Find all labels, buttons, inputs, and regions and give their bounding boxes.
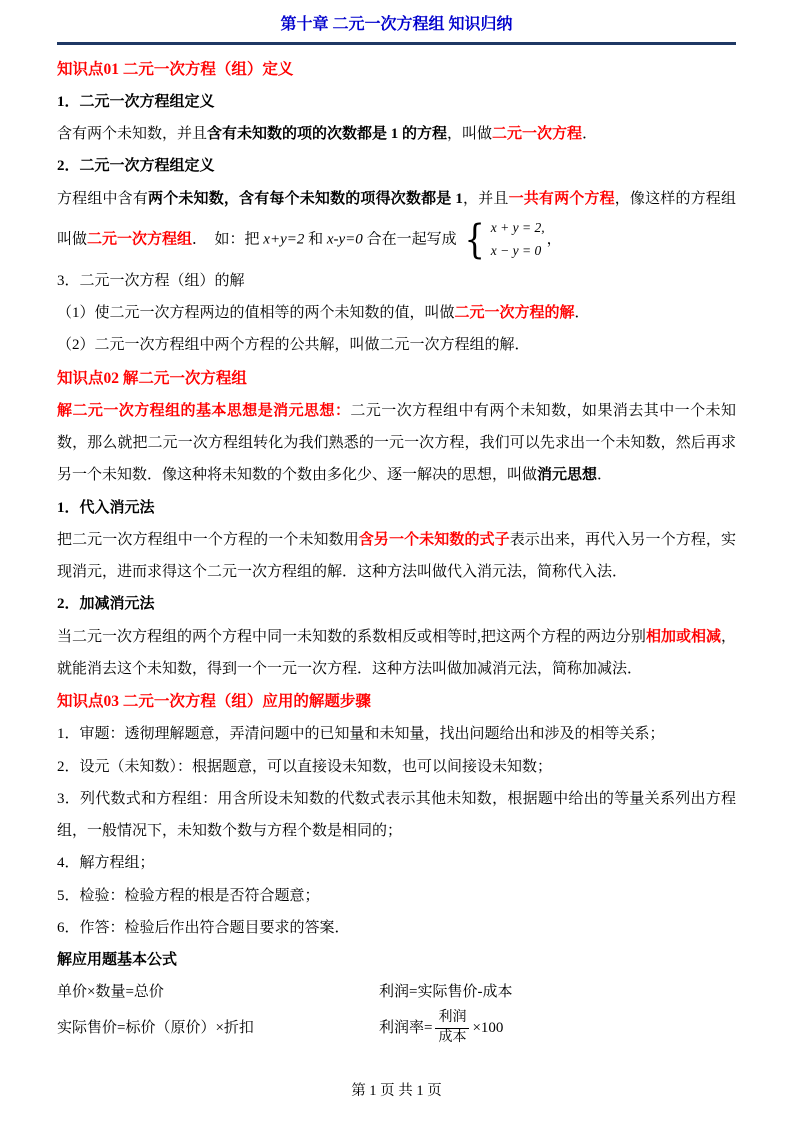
- paragraph: [57, 492, 736, 524]
- paragraph: [57, 265, 736, 297]
- title-rule: [57, 42, 736, 45]
- paragraph: [57, 524, 736, 589]
- text-segment: ．: [574, 305, 590, 322]
- page-title: 第十章 二元一次方程组 知识归纳: [280, 16, 513, 33]
- paragraph: [57, 150, 736, 182]
- text-segment: 利润=实际售价-成本: [379, 984, 513, 1001]
- text-segment: 含有两个未知数，并且: [57, 126, 208, 143]
- paragraph: [57, 588, 736, 620]
- text-segment: 2．加减消元法: [57, 596, 155, 613]
- paragraph: [57, 297, 736, 329]
- text-segment: 单价×数量=总价: [57, 984, 164, 1001]
- text-segment: ．: [582, 126, 598, 143]
- fraction-denominator: 成本: [438, 1029, 467, 1045]
- text-segment: ×100: [472, 1019, 504, 1036]
- text-segment: （1）使二元一次方程两边的值相等的两个未知数的值，叫做: [57, 305, 455, 322]
- text-segment: 和: [304, 231, 327, 248]
- text-segment: 消元思想: [537, 467, 598, 484]
- text-segment: 合在一起写成: [362, 231, 461, 248]
- text-segment: ，: [546, 231, 562, 248]
- text-segment: ． 如：把: [192, 231, 264, 248]
- text-segment: 2．设元（未知数）：根据题意，可以直接设未知数，也可以间接设未知数；: [57, 758, 553, 775]
- text-segment: 1．审题：透彻理解题意，弄清问题中的已知量和未知量，找出问题给出和涉及的相等关系；: [57, 726, 665, 743]
- text-segment: 1．代入消元法: [57, 499, 155, 516]
- paragraph: [57, 751, 736, 783]
- paragraph: [57, 183, 736, 265]
- paragraph: [57, 329, 736, 361]
- text-segment: 1．二元一次方程组定义: [57, 93, 215, 110]
- text-segment: 3．二元一次方程（组）的解: [57, 272, 245, 289]
- text-segment: ，就能消去这个未知数，得到一个一元一次方程．这种方法叫做加减消元法，简称加减法．: [57, 628, 736, 677]
- text-segment: 二元一次方程组: [87, 231, 193, 248]
- knowledge-point-heading: [57, 53, 736, 86]
- text-segment: 含另一个未知数的式子: [358, 531, 510, 548]
- text-segment: x-y=0: [326, 231, 363, 248]
- fraction: [435, 1009, 469, 1048]
- formula-right: [379, 976, 736, 1008]
- knowledge-point-heading: [57, 362, 736, 395]
- text-segment: 5．检验：检验方程的根是否符合题意；: [57, 887, 320, 904]
- knowledge-point-heading: [57, 685, 736, 718]
- paragraph: [57, 718, 736, 750]
- paragraph: [57, 118, 736, 150]
- text-segment: 4．解方程组；: [57, 855, 155, 872]
- text-segment: 一共有两个方程: [508, 190, 615, 207]
- text-segment: 二元一次方程组中有两个未知数，如果消去其中一个未知数，那么就把二元一次方程组转化为我们熟悉的一元一次方程，我们可以先求出一个未知数，然后再求另一个未知数．像这种将未知数的个数由多化少、逐一解决的思想，叫做: [57, 402, 736, 484]
- text-segment: 知识点02 解二元一次方程组: [57, 369, 247, 387]
- formula-right: [379, 1009, 736, 1048]
- paragraph: [57, 395, 736, 492]
- text-segment: 表示出来，再代入另一个方程，实现消元，进而求得这个二元一次方程组的解．这种方法叫做代入消元法，简称代入法．: [57, 531, 736, 581]
- text-segment: 3．列代数式和方程组：用含所设未知数的代数式表示其他未知数，根据题中给出的等量关系列出方程组，一般情况下，未知数个数与方程个数是相同的；: [57, 790, 736, 840]
- page-footer: 第 1 页 共 1 页: [351, 1083, 442, 1099]
- text-segment: 当二元一次方程组的两个方程中同一未知数的系数相反或相等时,把这两个方程的两边分别: [57, 628, 646, 645]
- paragraph: [57, 86, 736, 118]
- text-segment: ，叫做: [447, 126, 493, 143]
- text-segment: 两个未知数，含有每个未知数的项得次数都是 1: [148, 190, 463, 207]
- text-segment: 实际售价=标价（原价）×折扣: [57, 1019, 254, 1036]
- equation-line: x + y = 2,: [490, 219, 545, 235]
- text-segment: ．: [597, 467, 613, 484]
- fraction-numerator: 利润: [435, 1009, 469, 1029]
- text-segment: 相加或相减: [645, 628, 721, 645]
- paragraph: [57, 783, 736, 848]
- text-segment: 2．二元一次方程组定义: [57, 158, 215, 175]
- paragraph: [57, 621, 736, 686]
- paragraph: [57, 944, 736, 976]
- text-segment: 6．作答：检验后作出符合题目要求的答案．: [57, 919, 350, 936]
- formula-left: [57, 1012, 379, 1044]
- document-content: [57, 53, 736, 1048]
- text-segment: 解二元一次方程组的基本思想是消元思想：: [57, 402, 351, 419]
- text-segment: 含有未知数的项的次数都是 1 的方程: [207, 126, 448, 143]
- formula-row: [57, 1009, 736, 1048]
- equation-lines: [491, 217, 545, 263]
- text-segment: 二元一次方程的解: [454, 305, 575, 322]
- text-segment: 方程组中含有: [57, 190, 149, 207]
- formula-left: [57, 976, 379, 1008]
- left-brace: {: [464, 216, 486, 263]
- text-segment: 知识点03 二元一次方程（组）应用的解题步骤: [57, 693, 371, 711]
- paragraph: [57, 847, 736, 879]
- paragraph: [57, 912, 736, 944]
- text-segment: 知识点01 二元一次方程（组）定义: [57, 60, 294, 78]
- text-segment: 利润率=: [379, 1019, 433, 1036]
- text-segment: ，并且: [462, 190, 509, 207]
- text-segment: ，像这样的方程组叫做: [57, 190, 736, 248]
- equation-system: [462, 217, 544, 263]
- text-segment: 解应用题基本公式: [57, 952, 178, 969]
- text-segment: （2）二元一次方程组中两个方程的公共解，叫做二元一次方程组的解．: [57, 337, 530, 354]
- text-segment: x+y=2: [263, 231, 305, 248]
- equation-line: x − y = 0: [490, 242, 542, 258]
- paragraph: [57, 880, 736, 912]
- formula-row: [57, 976, 736, 1008]
- text-segment: 二元一次方程: [492, 126, 583, 143]
- text-segment: 把二元一次方程组中一个方程的一个未知数用: [57, 531, 359, 548]
